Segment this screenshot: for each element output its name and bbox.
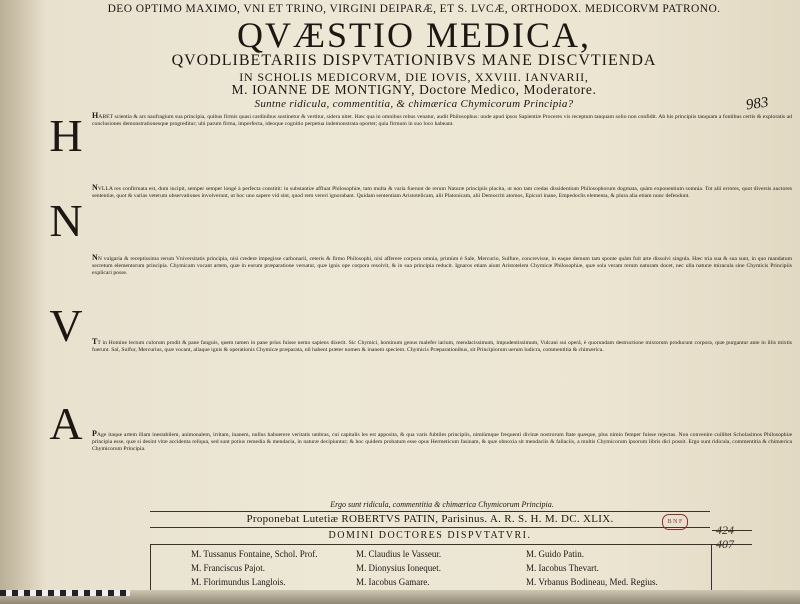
doctor-name: M. Guido Patin. <box>526 549 585 559</box>
shelfmark-strikethrough <box>712 530 752 531</box>
main-title: QVÆSTIO MEDICA, <box>237 16 591 54</box>
divider-rule <box>150 511 710 512</box>
handwritten-page-number: 983 <box>744 94 770 114</box>
thesis-body <box>92 112 792 504</box>
doctor-name: M. Franciscus Pajot. <box>191 563 265 573</box>
paragraph-3 <box>92 254 792 334</box>
doctors-heading: DOMINI DOCTORES DISPVTATVRI. <box>328 530 532 541</box>
shelfmark-strikethrough <box>712 544 752 545</box>
margin-letter-v: V <box>49 300 83 351</box>
paragraph-1-initial: H <box>92 112 99 120</box>
paragraph-4-text: T in Homine lectum culorum prodit & pane fanguis, quem tamen in pane prius fuisse nemo sapiens dixerit. Sic Chymici, hominum genus malefer iarium, mendacissimum, impudentissimum, Vulcani sui operâ, è quorundam destructione mixtorum producunt corpora, quæ purgantur ante in illis mixtis fuerunt. Sal, Sulfur, Mercurius, quæ vocant, aliaque ignis & operationis Chymicæ præparata, nil habent præter nomen & inanem speciem. Chymicis Præparationibus, sit Principiorum uerum ludicra, commentitia & chimærica. <box>92 340 792 354</box>
paragraph-2-text: VLLA res confirmata est, dum incipit, semper semper longè à perfecta constitit: in substantiæ affluat Philosophiæ, tam multa & varia fuerunt de rerum Naturæ principiis placita, ut non tam credas dissidentium Philosophorum dogmata, quàm exponentium somnia. Tot alii errores, quot diversis auctores sententiæ, quot & varias veterum observationes involverunt, ut hoc uno sapere vid sint, quod rem vereri ignorabant. Quidam sententiam Aristotelicam, alii Platonicam, alii Democriti atomos, Epicuri inane, Empedoclis elementa, & plura alia etiam nunc defendunt. <box>92 186 792 200</box>
paragraph-3-initial: N <box>92 254 98 262</box>
doctor-name: M. Iacobus Thevart. <box>526 563 599 573</box>
divider-rule <box>150 527 710 528</box>
margin-letter-n: N <box>49 195 83 246</box>
paragraph-4 <box>92 338 792 426</box>
scale-ruler <box>0 590 130 596</box>
paragraph-5-text: Age itaque artem illam inestabilem, animonalem, irritam, inanem, nullus habuerere veritatis umbras, cui capitalis les est apposita, & qua varis fubtiles principiis, nimiùmque frequenti divinæ nostrorum ftate quæque, plus nimio femper fuisse rejectas. Non convenire cuilibet Scholasimos Philosophiæ principia esse, quæ si desint vitæ accidenta reliqua, sed sunt potius remedia & mendacia, in naturæ decipiuntur; & hoc quidem probatum esse opus Hermeticum fasinam, & quæ obnoxia sit mendaciis & fallaciis, a multis Chymicorum ipsorum libris dici possit. Ergo sunt ridicula, commentitia & chimærica Chymicorum Principia. <box>92 432 792 453</box>
subtitle: QVODLIBETARIIS DISPVTATIONIBVS MANE DISCVTIENDA <box>171 52 657 69</box>
margin-letter-h: H <box>49 110 83 161</box>
paragraph-1-text: ABET scientia & ars naufragium sua principia, quibus firmis quasi cardinibus sustinetur & vertitur, sidera nitet. Hæc qua in omnibus rebus venatur, audit Philosophus: unde apud ipsos Sapientiæ Proceres vis receptum tanquam solio non confidit. Ab his principiis tanquam a fontibus certis & exploratis ad conclusiones demonstrationesque progreditur; ubi parum firma, imperfecta, ideoque cognitio perpetua indemonstrata oportet; quia firmum in suo loco habeant. <box>92 114 792 128</box>
paragraph-5-initial: P <box>92 430 97 438</box>
doctor-name: M. Iacobus Gamare. <box>356 577 430 587</box>
doctor-name: M. Claudius le Vasseur. <box>356 549 442 559</box>
venue-line: IN SCHOLIS MEDICORVM, DIE IOVIS, XXVIII. IANVARII, <box>239 70 589 84</box>
paragraph-3-text: N vulgaria & receptissima rerum Vniversitatis principia, nisi credere impegisse carbonarii, ceteris & firmo Philosophi, nisi afferere corpora omnia, primùm è Sale, Mercurio, Sulfure, concrevisse, in eaque demum tam sponte quàm fuit arte dissolvi singula. Hæc tria sua & sua sunt, in quo mandatum secretum elementorum principia. Chymicam vocant artem, quæ in eorum præparatione versatur, quæ ignis ope corpora resolvit, & in sua principia reducit. Ignaros etiam aiunt Aristotelem Chymicæ Philosophiæ, quæ sola veram rerum naturam docet, nec ulla naturæ miracula sine Chymicis Principiis explicari posse. <box>92 256 792 277</box>
handwritten-shelfmark: 424 <box>716 523 734 537</box>
library-stamp: B N F <box>662 514 688 530</box>
dedication-line: DEO OPTIMO MAXIMO, VNI ET TRINO, VIRGINI DEIPARÆ, ET S. LVCÆ, ORTHODOX. MEDICORVM PATRONO. <box>107 3 721 15</box>
doctor-name: M. Vrbanus Bodineau, Med. Regius. <box>526 577 658 587</box>
paragraph-2 <box>92 184 792 250</box>
doctor-name: M. Florimundus Langlois. <box>191 577 286 587</box>
paragraph-5 <box>92 430 792 500</box>
doctors-list <box>150 544 712 594</box>
paragraph-1 <box>92 112 792 180</box>
margin-letter-a: A <box>49 398 83 449</box>
margin-vertical-word <box>44 112 88 452</box>
doctor-name: M. Tussanus Fontaine, Schol. Prof. <box>191 549 318 559</box>
paragraph-2-initial: N <box>92 184 98 192</box>
doctor-name: M. Dionysius Ionequet. <box>356 563 441 573</box>
paragraph-4-initial: T <box>92 338 98 346</box>
question-line: Suntne ridicula, commentitia, & chimærica Chymicorum Principia? <box>254 98 574 110</box>
moderator-line: M. IOANNE DE MONTIGNY, Doctore Medico, Moderatore. <box>231 82 597 97</box>
proponebat-line: Proponebat Lutetiæ ROBERTVS PATIN, Parisinus. A. R. S. H. M. DC. XLIX. <box>246 513 614 525</box>
closing-conclusion: Ergo sunt ridicula, commentitia & chimærica Chymicorum Principia. <box>330 500 554 509</box>
handwritten-shelfmark-2: 407 <box>716 537 734 551</box>
